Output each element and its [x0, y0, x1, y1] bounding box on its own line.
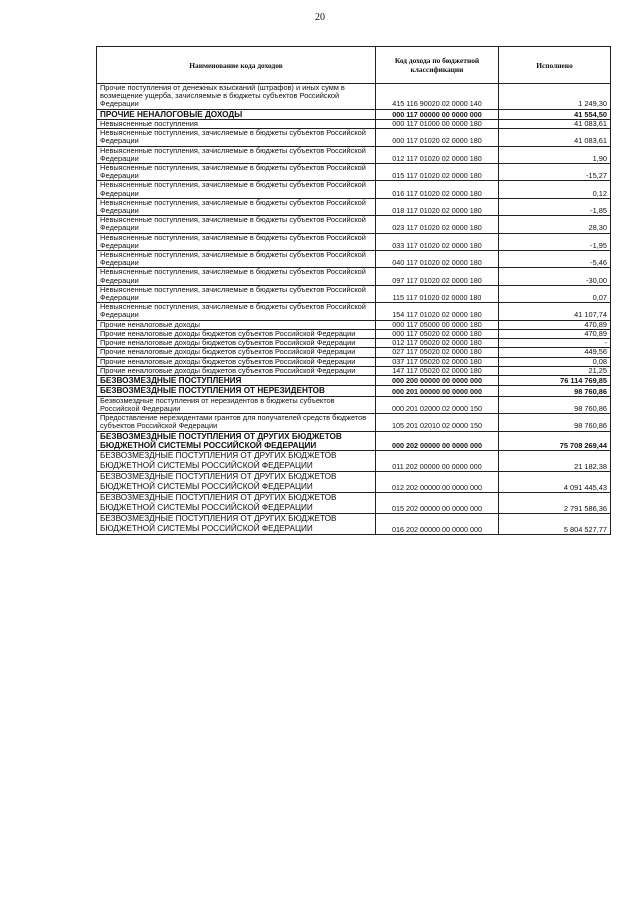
row-name-cell: Невыясненные поступления, зачисляемые в бюджеты субъектов Российской Федерации	[97, 216, 376, 233]
row-name-cell: Прочие неналоговые доходы бюджетов субъектов Российской Федерации	[97, 339, 376, 348]
row-amount-cell: 0,12	[499, 181, 611, 198]
row-code-cell: 015 117 01020 02 0000 180	[376, 164, 499, 181]
row-code-cell: 023 117 01020 02 0000 180	[376, 216, 499, 233]
row-name-cell: Невыясненные поступления, зачисляемые в бюджеты субъектов Российской Федерации	[97, 181, 376, 198]
table-row	[97, 414, 611, 431]
row-name-cell: БЕЗВОЗМЕЗДНЫЕ ПОСТУПЛЕНИЯ	[97, 375, 376, 385]
row-name-cell: Невыясненные поступления, зачисляемые в бюджеты субъектов Российской Федерации	[97, 129, 376, 146]
row-code-cell: 018 117 01020 02 0000 180	[376, 198, 499, 215]
header-amount: Исполнено	[499, 47, 611, 84]
revenue-table	[96, 46, 611, 535]
row-code-cell: 040 117 01020 02 0000 180	[376, 251, 499, 268]
row-amount-cell: 98 760,86	[499, 386, 611, 396]
table-body	[97, 84, 611, 535]
table-row	[97, 320, 611, 329]
row-amount-cell: 0,07	[499, 285, 611, 302]
table-row	[97, 109, 611, 119]
row-amount-cell: 1,90	[499, 146, 611, 163]
row-amount-cell: -1,95	[499, 233, 611, 250]
row-name-cell: Невыясненные поступления, зачисляемые в бюджеты субъектов Российской Федерации	[97, 164, 376, 181]
row-amount-cell: 0,08	[499, 357, 611, 366]
row-amount-cell: 21,25	[499, 366, 611, 375]
table-row	[97, 129, 611, 146]
row-code-cell: 000 117 05000 00 0000 180	[376, 320, 499, 329]
row-name-cell: Невыясненные поступления, зачисляемые в бюджеты субъектов Российской Федерации	[97, 268, 376, 285]
row-code-cell: 015 202 00000 00 0000 000	[376, 493, 499, 514]
row-code-cell: 105 201 02010 02 0000 150	[376, 414, 499, 431]
row-name-cell: Прочие неналоговые доходы бюджетов субъектов Российской Федерации	[97, 329, 376, 338]
row-amount-cell: 470,89	[499, 329, 611, 338]
row-code-cell: 037 117 05020 02 0000 180	[376, 357, 499, 366]
row-amount-cell: -	[499, 339, 611, 348]
row-name-cell: ПРОЧИЕ НЕНАЛОГОВЫЕ ДОХОДЫ	[97, 109, 376, 119]
row-name-cell: Невыясненные поступления, зачисляемые в бюджеты субъектов Российской Федерации	[97, 303, 376, 320]
table-row	[97, 216, 611, 233]
table-row	[97, 396, 611, 413]
row-amount-cell: -1,85	[499, 198, 611, 215]
row-code-cell: 000 117 05020 02 0000 180	[376, 329, 499, 338]
row-code-cell: 000 117 01000 00 0000 180	[376, 120, 499, 129]
table-row	[97, 348, 611, 357]
row-code-cell: 033 117 01020 02 0000 180	[376, 233, 499, 250]
row-code-cell: 016 202 00000 00 0000 000	[376, 514, 499, 535]
header-name: Наименование кода доходов	[97, 47, 376, 84]
row-name-cell: Невыясненные поступления, зачисляемые в бюджеты субъектов Российской Федерации	[97, 146, 376, 163]
row-name-cell: БЕЗВОЗМЕЗДНЫЕ ПОСТУПЛЕНИЯ ОТ ДРУГИХ БЮДЖЕТОВ БЮДЖЕТНОЙ СИСТЕМЫ РОССИЙСКОЙ ФЕДЕРАЦИИ	[97, 472, 376, 493]
row-amount-cell: 41 083,61	[499, 129, 611, 146]
row-code-cell: 012 202 00000 00 0000 000	[376, 472, 499, 493]
row-name-cell: БЕЗВОЗМЕЗДНЫЕ ПОСТУПЛЕНИЯ ОТ ДРУГИХ БЮДЖЕТОВ БЮДЖЕТНОЙ СИСТЕМЫ РОССИЙСКОЙ ФЕДЕРАЦИИ	[97, 514, 376, 535]
row-code-cell: 415 116 90020 02 0000 140	[376, 84, 499, 110]
row-name-cell: Невыясненные поступления, зачисляемые в бюджеты субъектов Российской Федерации	[97, 233, 376, 250]
row-name-cell: БЕЗВОЗМЕЗДНЫЕ ПОСТУПЛЕНИЯ ОТ ДРУГИХ БЮДЖЕТОВ БЮДЖЕТНОЙ СИСТЕМЫ РОССИЙСКОЙ ФЕДЕРАЦИИ	[97, 451, 376, 472]
row-code-cell: 011 202 00000 00 0000 000	[376, 451, 499, 472]
table-row	[97, 514, 611, 535]
table-row	[97, 84, 611, 110]
row-code-cell: 154 117 01020 02 0000 180	[376, 303, 499, 320]
row-name-cell: БЕЗВОЗМЕЗДНЫЕ ПОСТУПЛЕНИЯ ОТ НЕРЕЗИДЕНТОВ	[97, 386, 376, 396]
row-amount-cell: 449,56	[499, 348, 611, 357]
table-row	[97, 386, 611, 396]
row-code-cell: 000 200 00000 00 0000 000	[376, 375, 499, 385]
table-row	[97, 285, 611, 302]
row-amount-cell: 75 708 269,44	[499, 431, 611, 451]
row-name-cell: Прочие неналоговые доходы	[97, 320, 376, 329]
table-row	[97, 357, 611, 366]
row-amount-cell: 28,30	[499, 216, 611, 233]
row-code-cell: 115 117 01020 02 0000 180	[376, 285, 499, 302]
table-row	[97, 472, 611, 493]
row-code-cell: 000 202 00000 00 0000 000	[376, 431, 499, 451]
row-amount-cell: 41 107,74	[499, 303, 611, 320]
table-row	[97, 251, 611, 268]
row-name-cell: Прочие неналоговые доходы бюджетов субъектов Российской Федерации	[97, 348, 376, 357]
table-row	[97, 233, 611, 250]
row-name-cell: Прочие поступления от денежных взысканий (штрафов) и иных сумм в возмещение ущерба, зачисляемые в бюджеты субъектов Российской Федерации	[97, 84, 376, 110]
table-row	[97, 181, 611, 198]
row-amount-cell: -5,46	[499, 251, 611, 268]
row-name-cell: Прочие неналоговые доходы бюджетов субъектов Российской Федерации	[97, 357, 376, 366]
row-code-cell: 027 117 05020 02 0000 180	[376, 348, 499, 357]
row-amount-cell: 1 249,30	[499, 84, 611, 110]
row-amount-cell: 41 554,50	[499, 109, 611, 119]
row-code-cell: 000 117 00000 00 0000 000	[376, 109, 499, 119]
table-row	[97, 431, 611, 451]
table-row	[97, 146, 611, 163]
row-name-cell: БЕЗВОЗМЕЗДНЫЕ ПОСТУПЛЕНИЯ ОТ ДРУГИХ БЮДЖЕТОВ БЮДЖЕТНОЙ СИСТЕМЫ РОССИЙСКОЙ ФЕДЕРАЦИИ	[97, 431, 376, 451]
row-name-cell: Прочие неналоговые доходы бюджетов субъектов Российской Федерации	[97, 366, 376, 375]
row-code-cell: 097 117 01020 02 0000 180	[376, 268, 499, 285]
row-amount-cell: 21 182,38	[499, 451, 611, 472]
row-amount-cell: 5 804 527,77	[499, 514, 611, 535]
row-code-cell: 016 117 01020 02 0000 180	[376, 181, 499, 198]
row-amount-cell: 4 091 445,43	[499, 472, 611, 493]
row-name-cell: Невыясненные поступления, зачисляемые в бюджеты субъектов Российской Федерации	[97, 198, 376, 215]
row-name-cell: Предоставление нерезидентами грантов для получателей средств бюджетов субъектов Российской Федерации	[97, 414, 376, 431]
row-amount-cell: 98 760,86	[499, 396, 611, 413]
row-amount-cell: 2 791 586,36	[499, 493, 611, 514]
table-row	[97, 164, 611, 181]
table-row	[97, 303, 611, 320]
row-code-cell: 000 117 01020 02 0000 180	[376, 129, 499, 146]
row-amount-cell: -15,27	[499, 164, 611, 181]
row-amount-cell: -30,00	[499, 268, 611, 285]
row-code-cell: 000 201 02000 02 0000 150	[376, 396, 499, 413]
header-code: Код дохода по бюджетной классификации	[376, 47, 499, 84]
table-row	[97, 366, 611, 375]
row-name-cell: Невыясненные поступления	[97, 120, 376, 129]
row-code-cell: 012 117 05020 02 0000 180	[376, 339, 499, 348]
row-amount-cell: 76 114 769,85	[499, 375, 611, 385]
row-amount-cell: 41 083,61	[499, 120, 611, 129]
row-name-cell: Безвозмездные поступления от нерезидентов в бюджеты субъектов Российской Федерации	[97, 396, 376, 413]
row-code-cell: 012 117 01020 02 0000 180	[376, 146, 499, 163]
table-row	[97, 375, 611, 385]
row-amount-cell: 470,89	[499, 320, 611, 329]
row-name-cell: Невыясненные поступления, зачисляемые в бюджеты субъектов Российской Федерации	[97, 251, 376, 268]
row-code-cell: 000 201 00000 00 0000 000	[376, 386, 499, 396]
table-row	[97, 451, 611, 472]
table-header-row	[97, 47, 611, 84]
table-row	[97, 198, 611, 215]
row-code-cell: 147 117 05020 02 0000 180	[376, 366, 499, 375]
page-number: 20	[315, 12, 325, 23]
table-row	[97, 493, 611, 514]
table-row	[97, 268, 611, 285]
row-name-cell: Невыясненные поступления, зачисляемые в бюджеты субъектов Российской Федерации	[97, 285, 376, 302]
row-name-cell: БЕЗВОЗМЕЗДНЫЕ ПОСТУПЛЕНИЯ ОТ ДРУГИХ БЮДЖЕТОВ БЮДЖЕТНОЙ СИСТЕМЫ РОССИЙСКОЙ ФЕДЕРАЦИИ	[97, 493, 376, 514]
row-amount-cell: 98 760,86	[499, 414, 611, 431]
